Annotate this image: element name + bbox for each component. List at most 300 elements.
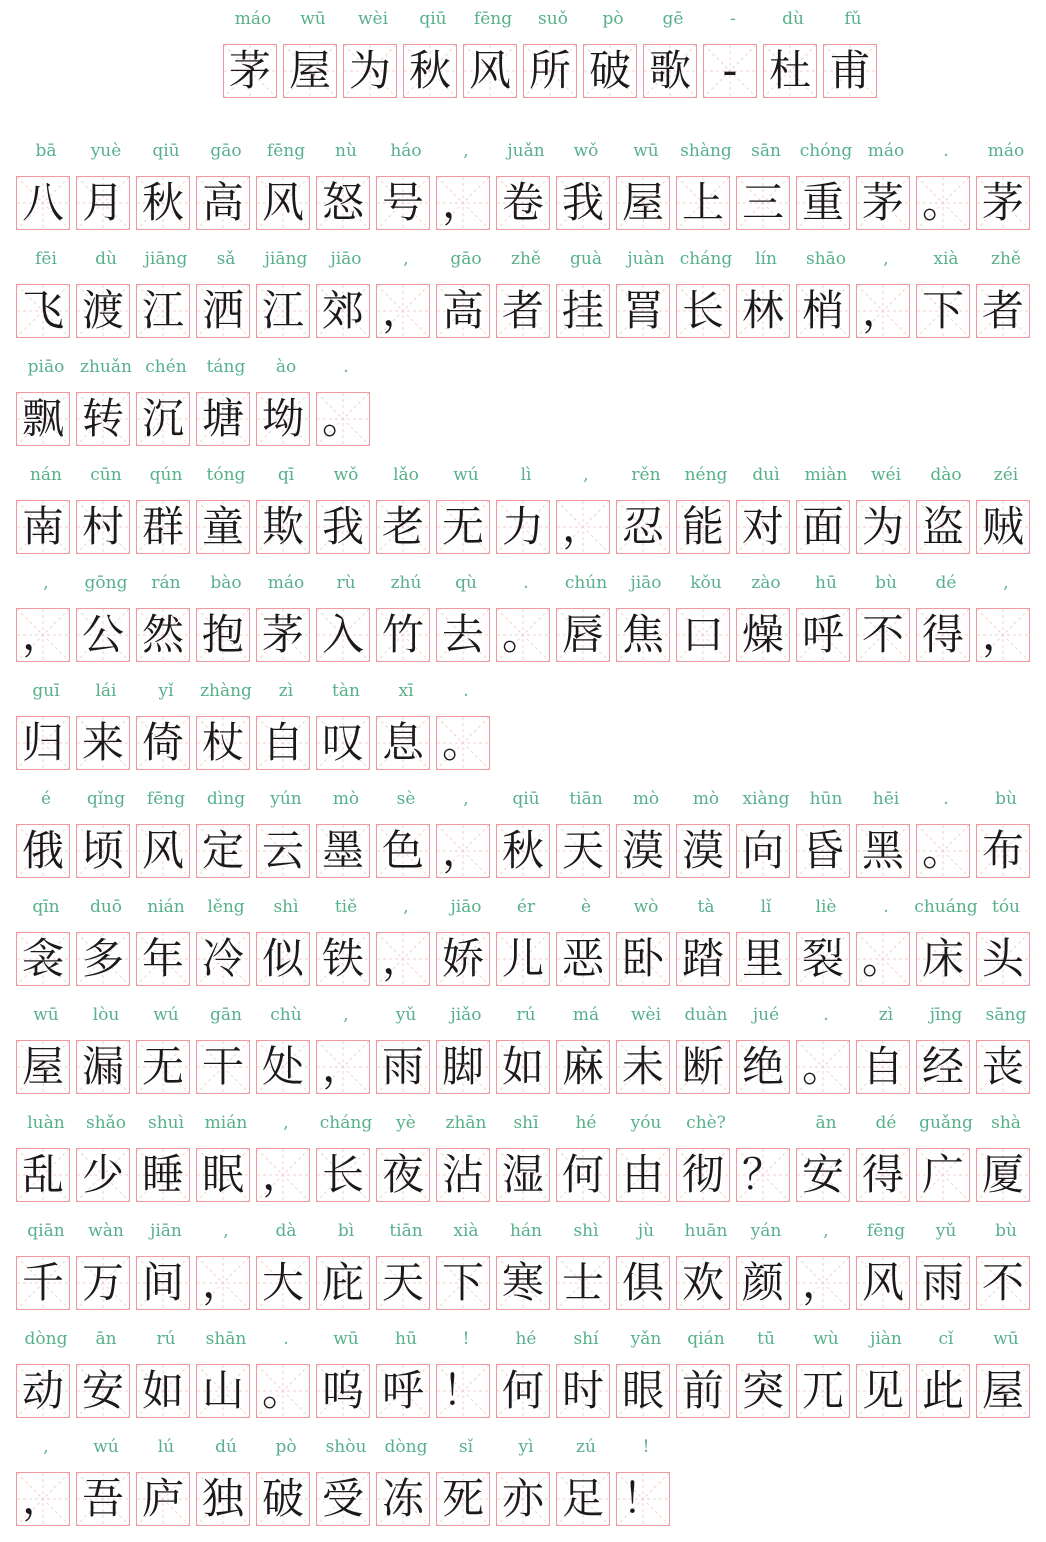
pinyin-label: yóu (630, 1113, 662, 1133)
character-cell (976, 570, 1036, 665)
character-grid-box (76, 176, 130, 230)
character-grid-box (316, 1256, 370, 1310)
character-grid-box (76, 1472, 130, 1526)
character-grid-box (703, 44, 757, 98)
hanzi-character: 漠 (621, 826, 664, 875)
character-cell (376, 894, 436, 989)
character-cell (736, 246, 796, 341)
pinyin-label: wū (333, 1329, 359, 1349)
character-cell (916, 462, 976, 557)
pinyin-label: yǔ (935, 1221, 957, 1241)
pinyin-label: yán (750, 1221, 782, 1241)
character-grid-box (856, 1148, 910, 1202)
character-grid-box (976, 1148, 1030, 1202)
character-grid-box (316, 932, 370, 986)
hanzi-character: 息 (381, 718, 424, 767)
hanzi-character: 娇 (441, 934, 484, 983)
pinyin-label: zú (576, 1437, 596, 1457)
character-cell (736, 462, 796, 557)
character-cell (496, 1218, 556, 1313)
pinyin-label: . (523, 573, 529, 593)
hanzi-character: 亦 (501, 1474, 544, 1523)
character-cell (136, 678, 196, 773)
character-grid-box (76, 716, 130, 770)
character-cell (976, 894, 1036, 989)
character-grid-box (436, 500, 490, 554)
pinyin-label: , (403, 897, 409, 917)
character-cell (76, 1326, 136, 1421)
hanzi-character: 月 (81, 178, 124, 227)
pinyin-label: rěn (631, 465, 661, 485)
hanzi-character: 顷 (81, 826, 124, 875)
character-cell (796, 246, 856, 341)
character-grid-box (196, 1256, 250, 1310)
character-cell (136, 1326, 196, 1421)
pinyin-label: wū (300, 9, 326, 29)
character-grid-box (676, 284, 730, 338)
character-grid-box (376, 824, 430, 878)
hanzi-character: 卧 (621, 934, 664, 983)
pinyin-label: jiāo (330, 249, 362, 269)
hanzi-character: 然 (141, 610, 184, 659)
character-cell (616, 1002, 676, 1097)
hanzi-character: 能 (681, 502, 724, 551)
character-cell (496, 246, 556, 341)
hanzi-character: 铁 (321, 934, 364, 983)
pinyin-label: qī (277, 465, 295, 485)
character-grid-box (796, 608, 850, 662)
character-grid-box (436, 1472, 490, 1526)
character-cell (916, 894, 976, 989)
pinyin-label: pò (602, 9, 624, 29)
hanzi-character: 裂 (801, 934, 844, 983)
character-cell (823, 6, 883, 101)
pinyin-label: bì (337, 1221, 355, 1241)
character-grid-box (856, 1040, 910, 1094)
character-cell (76, 786, 136, 881)
character-grid-box (196, 176, 250, 230)
hanzi-character: 力 (501, 502, 544, 551)
hanzi-character: 由 (621, 1150, 664, 1199)
hanzi-character: 入 (321, 610, 364, 659)
character-grid-box (436, 932, 490, 986)
character-grid-box (436, 1364, 490, 1418)
character-cell (76, 1002, 136, 1097)
hanzi-character: 叹 (321, 718, 364, 767)
character-grid-box (256, 608, 310, 662)
character-cell (376, 570, 436, 665)
character-grid-box (496, 284, 550, 338)
character-cell (436, 1110, 496, 1205)
pinyin-label: cǐ (938, 1329, 954, 1349)
hanzi-character: 呜 (321, 1366, 364, 1415)
pinyin-label: jiāng (264, 249, 308, 269)
character-cell (16, 1218, 76, 1313)
character-cell (196, 678, 256, 773)
pinyin-label: shǎo (85, 1113, 127, 1133)
pinyin-label: gān (210, 1005, 242, 1025)
character-cell (496, 894, 556, 989)
hanzi-character: 八 (21, 178, 64, 227)
character-cell (16, 138, 76, 233)
character-cell (16, 1326, 76, 1421)
hanzi-character: 屋 (288, 46, 331, 95)
pinyin-label: ér (516, 897, 536, 917)
character-cell (436, 786, 496, 881)
hanzi-character: 下 (921, 286, 964, 335)
pinyin-label: háo (390, 141, 422, 161)
hanzi-character: 俱 (621, 1258, 664, 1307)
character-cell (976, 1218, 1036, 1313)
pinyin-label: sān (751, 141, 781, 161)
character-cell (436, 1326, 496, 1421)
pinyin-label: duì (752, 465, 780, 485)
pinyin-label: duàn (684, 1005, 728, 1025)
character-grid-box (256, 1040, 310, 1094)
character-cell (856, 1326, 916, 1421)
character-cell (16, 894, 76, 989)
hanzi-character: 所 (528, 46, 571, 95)
pinyin-label: . (823, 1005, 829, 1025)
hanzi-character: 动 (21, 1366, 64, 1415)
hanzi-character: 茅 (861, 178, 904, 227)
character-cell (16, 1002, 76, 1097)
pinyin-label: nán (29, 465, 63, 485)
character-grid-box (196, 1472, 250, 1526)
hanzi-character: 郊 (321, 286, 364, 335)
character-cell (256, 1110, 316, 1205)
hanzi-character: 倚 (141, 718, 184, 767)
character-grid-box (376, 716, 430, 770)
pinyin-label: , (1003, 573, 1009, 593)
character-grid-box (16, 284, 70, 338)
hanzi-character: 江 (261, 286, 304, 335)
character-grid-box (316, 1364, 370, 1418)
character-grid-box (16, 500, 70, 554)
hanzi-character: 抱 (201, 610, 244, 659)
character-grid-box (136, 1148, 190, 1202)
hanzi-character: 怒 (321, 178, 364, 227)
hanzi-character: 渡 (81, 286, 124, 335)
hanzi-character: 安 (81, 1366, 124, 1415)
character-grid-box (556, 608, 610, 662)
pinyin-label: shuì (147, 1113, 185, 1133)
hanzi-character: 见 (861, 1366, 904, 1415)
pinyin-label: shà (991, 1113, 1021, 1133)
hanzi-character: 床 (921, 934, 964, 983)
hanzi-character: 我 (561, 178, 604, 227)
character-cell (76, 354, 136, 449)
character-cell (556, 1434, 616, 1529)
character-grid-box (256, 1472, 310, 1526)
character-grid-box (856, 284, 910, 338)
hanzi-character: 云 (261, 826, 304, 875)
character-grid-box (136, 716, 190, 770)
pinyin-label: tiān (389, 1221, 423, 1241)
character-grid-box (796, 932, 850, 986)
pinyin-label: wéi (870, 465, 902, 485)
hanzi-character: 漠 (681, 826, 724, 875)
hanzi-character: 布 (981, 826, 1024, 875)
character-grid-box (196, 608, 250, 662)
character-cell (916, 1326, 976, 1421)
character-grid-box (376, 500, 430, 554)
character-grid-box (256, 176, 310, 230)
hanzi-character: 处 (261, 1042, 304, 1091)
pinyin-label: dé (875, 1113, 897, 1133)
character-cell (796, 1218, 856, 1313)
character-cell (676, 894, 736, 989)
character-cell (256, 1326, 316, 1421)
hanzi-character: 自 (261, 718, 304, 767)
hanzi-character: 丧 (981, 1042, 1024, 1091)
pinyin-label: jù (637, 1221, 655, 1241)
character-cell (136, 138, 196, 233)
character-cell (403, 6, 463, 101)
pinyin-label: lǐ (760, 897, 772, 917)
pinyin-label: hé (515, 1329, 537, 1349)
pinyin-label: shì (573, 1221, 599, 1241)
pinyin-label: pò (275, 1437, 297, 1457)
hanzi-character: 对 (741, 502, 784, 551)
character-grid-box (316, 392, 370, 446)
character-cell (316, 1326, 376, 1421)
character-grid-box (76, 608, 130, 662)
character-grid-box (316, 284, 370, 338)
hanzi-character: 茅 (261, 610, 304, 659)
pinyin-label: hé (575, 1113, 597, 1133)
pinyin-label: lǎo (393, 465, 419, 485)
pinyin-label: mò (692, 789, 720, 809)
pinyin-label: jiān (150, 1221, 182, 1241)
character-grid-box (496, 176, 550, 230)
character-grid-box (796, 1040, 850, 1094)
character-grid-box (256, 1256, 310, 1310)
hanzi-character: 屋 (621, 178, 664, 227)
pinyin-label: , (403, 249, 409, 269)
character-grid-box (796, 1148, 850, 1202)
hanzi-character: 飘 (21, 394, 64, 443)
hanzi-character: 杖 (201, 718, 244, 767)
character-grid-box (856, 1256, 910, 1310)
pinyin-label: lì (520, 465, 532, 485)
hanzi-character: 秋 (141, 178, 184, 227)
pinyin-label: qīn (32, 897, 60, 917)
pinyin-label: lái (95, 681, 117, 701)
character-grid-box (976, 284, 1030, 338)
hanzi-character: 颜 (741, 1258, 784, 1307)
character-cell (256, 138, 316, 233)
pinyin-label: yǔ (395, 1005, 417, 1025)
character-grid-box (976, 824, 1030, 878)
pinyin-label: bā (35, 141, 57, 161)
hanzi-character: 不 (861, 610, 904, 659)
pinyin-label: gāo (210, 141, 242, 161)
character-grid-box (136, 824, 190, 878)
hanzi-character: 天 (561, 826, 604, 875)
hanzi-character: 沾 (441, 1150, 484, 1199)
hanzi-character: 墨 (321, 826, 364, 875)
character-grid-box (496, 608, 550, 662)
character-cell (643, 6, 703, 101)
character-cell (76, 462, 136, 557)
character-cell (256, 894, 316, 989)
character-cell (616, 246, 676, 341)
pinyin-label: ! (462, 1329, 470, 1349)
character-cell (976, 1110, 1036, 1205)
pinyin-label: máo (867, 141, 905, 161)
character-grid-box (916, 176, 970, 230)
character-cell (796, 1002, 856, 1097)
character-grid-box (136, 608, 190, 662)
character-grid-box (976, 1364, 1030, 1418)
character-grid-box (136, 284, 190, 338)
hanzi-character: 夜 (381, 1150, 424, 1199)
character-grid-box (736, 284, 790, 338)
character-grid-box (976, 1040, 1030, 1094)
character-grid-box (136, 1364, 190, 1418)
character-grid-box (736, 1256, 790, 1310)
character-grid-box (916, 500, 970, 554)
character-cell (556, 1218, 616, 1313)
character-cell (856, 138, 916, 233)
pinyin-label: rù (336, 573, 356, 593)
character-grid-box (676, 1256, 730, 1310)
pinyin-label: piāo (27, 357, 65, 377)
hanzi-character: 杜 (768, 46, 811, 95)
character-grid-box (376, 932, 430, 986)
hanzi-character: 得 (921, 610, 964, 659)
hanzi-character: - (722, 46, 738, 95)
character-grid-box (76, 932, 130, 986)
character-cell (676, 1326, 736, 1421)
hanzi-character: 为 (861, 502, 904, 551)
character-grid-box (796, 1256, 850, 1310)
character-grid-box (403, 44, 457, 98)
hanzi-character: 雨 (921, 1258, 964, 1307)
character-cell (436, 678, 496, 773)
character-grid-box (496, 1256, 550, 1310)
character-grid-box (256, 284, 310, 338)
pinyin-label: hū (815, 573, 837, 593)
hanzi-character: 庇 (321, 1258, 364, 1307)
character-grid-box (256, 1364, 310, 1418)
pinyin-label: sè (396, 789, 416, 809)
character-cell (136, 354, 196, 449)
character-cell (436, 1218, 496, 1313)
character-grid-box (856, 608, 910, 662)
character-cell (496, 570, 556, 665)
pinyin-label: wū (633, 141, 659, 161)
character-grid-box (316, 500, 370, 554)
character-cell (196, 246, 256, 341)
hanzi-character: 兀 (801, 1366, 844, 1415)
character-cell (256, 1002, 316, 1097)
character-grid-box (556, 176, 610, 230)
character-cell (676, 1002, 736, 1097)
character-cell (283, 6, 343, 101)
character-grid-box (616, 824, 670, 878)
character-cell (76, 246, 136, 341)
character-grid-box (316, 608, 370, 662)
hanzi-character: 不 (981, 1258, 1024, 1307)
character-cell (556, 570, 616, 665)
character-cell (976, 138, 1036, 233)
hanzi-character: 长 (681, 286, 724, 335)
pinyin-label: miàn (804, 465, 848, 485)
character-cell (976, 246, 1036, 341)
hanzi-character: 。 (861, 934, 904, 983)
character-cell (976, 1326, 1036, 1421)
character-cell (616, 1110, 676, 1205)
character-cell (376, 786, 436, 881)
character-cell (76, 570, 136, 665)
character-cell (796, 894, 856, 989)
character-cell (796, 786, 856, 881)
character-cell (376, 138, 436, 233)
hanzi-character: 寒 (501, 1258, 544, 1307)
character-cell (376, 1218, 436, 1313)
character-grid-box (436, 1040, 490, 1094)
character-cell (856, 1110, 916, 1205)
hanzi-character: 燥 (741, 610, 784, 659)
character-cell (376, 1434, 436, 1529)
hanzi-character: 洒 (201, 286, 244, 335)
hanzi-character: 漏 (81, 1042, 124, 1091)
pinyin-label: bù (875, 573, 897, 593)
hanzi-character: 自 (861, 1042, 904, 1091)
pinyin-label: fēng (146, 789, 186, 809)
character-grid-box (196, 1148, 250, 1202)
hanzi-character: 茅 (228, 46, 271, 95)
hanzi-character: 千 (21, 1258, 64, 1307)
pinyin-label: tóng (206, 465, 246, 485)
character-cell (376, 1002, 436, 1097)
hanzi-character: 焦 (621, 610, 664, 659)
character-grid-box (736, 608, 790, 662)
character-cell (736, 570, 796, 665)
pinyin-label: . (463, 681, 469, 701)
character-grid-box (136, 176, 190, 230)
character-cell (316, 354, 376, 449)
pinyin-label: jiāo (630, 573, 662, 593)
character-grid-box (376, 1256, 430, 1310)
hanzi-character: 下 (441, 1258, 484, 1307)
hanzi-character: 脚 (441, 1042, 484, 1091)
pinyin-label: lòu (92, 1005, 120, 1025)
character-cell (316, 138, 376, 233)
character-cell (496, 1110, 556, 1205)
pinyin-label: bào (210, 573, 242, 593)
character-grid-box (196, 716, 250, 770)
character-cell (436, 570, 496, 665)
pinyin-label: tà (697, 897, 715, 917)
character-grid-box (76, 284, 130, 338)
hanzi-character: 忍 (621, 502, 664, 551)
pinyin-label: bù (995, 789, 1017, 809)
character-cell (316, 786, 376, 881)
hanzi-character: 为 (348, 46, 391, 95)
hanzi-character: 罥 (621, 286, 664, 335)
character-cell (136, 786, 196, 881)
character-grid-box (736, 824, 790, 878)
pinyin-label: , (583, 465, 589, 485)
character-grid-box (556, 932, 610, 986)
character-grid-box (916, 1364, 970, 1418)
character-grid-box (256, 1148, 310, 1202)
character-cell (616, 570, 676, 665)
character-cell (16, 1110, 76, 1205)
